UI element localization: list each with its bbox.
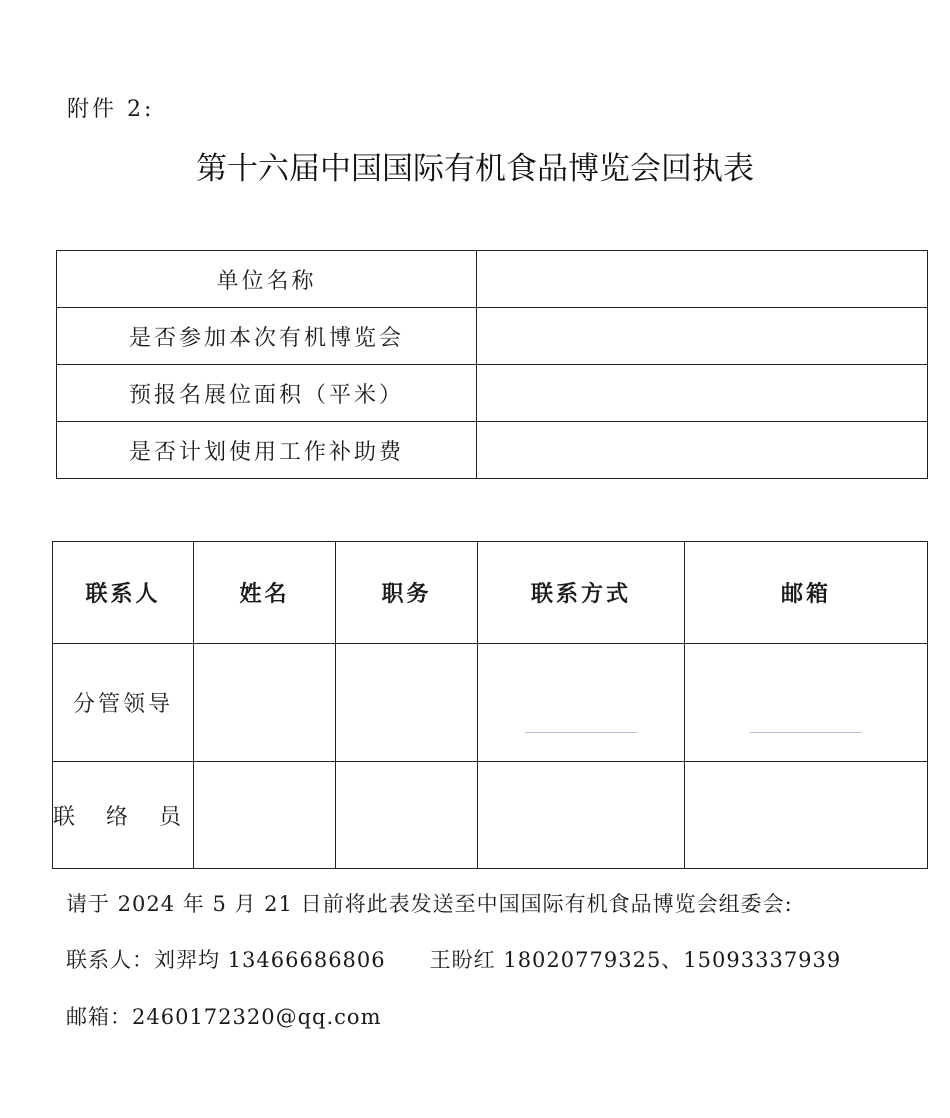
attachment-label: 附件 2: <box>67 97 155 122</box>
contact-secondary: 王盼红 18020779325、15093337939 <box>429 948 842 972</box>
subsidy-field[interactable] <box>477 422 928 479</box>
booth-area-field[interactable] <box>477 365 928 422</box>
table-row <box>57 251 928 308</box>
header-position: 职务 <box>336 542 478 644</box>
liaison-contact-field[interactable] <box>478 762 685 869</box>
header-contact-person: 联系人 <box>53 542 194 644</box>
supervisor-contact-field[interactable] <box>478 644 685 762</box>
contact-info-line <box>66 944 841 974</box>
table-row <box>53 644 928 762</box>
supervisor-name-field[interactable] <box>194 644 336 762</box>
participate-field[interactable] <box>477 308 928 365</box>
booth-area-label: 预报名展位面积（平米） <box>57 365 477 422</box>
supervisor-email-field[interactable] <box>685 644 928 762</box>
participate-label: 是否参加本次有机博览会 <box>57 308 477 365</box>
email-info-line: 邮箱：2460172320@qq.com <box>66 1005 382 1029</box>
role-supervisor-label: 分管领导 <box>53 644 194 762</box>
liaison-name-field[interactable] <box>194 762 336 869</box>
underline-mark <box>750 732 862 733</box>
table-row <box>57 365 928 422</box>
liaison-email-field[interactable] <box>685 762 928 869</box>
table-row <box>53 762 928 869</box>
table-header-row <box>53 542 928 644</box>
subsidy-label: 是否计划使用工作补助费 <box>57 422 477 479</box>
liaison-position-field[interactable] <box>336 762 478 869</box>
role-liaison-label: 联 络 员 <box>53 762 194 869</box>
header-name: 姓名 <box>194 542 336 644</box>
contact-table <box>52 541 928 869</box>
unit-name-field[interactable] <box>477 251 928 308</box>
form-title: 第十六届中国国际有机食品博览会回执表 <box>196 151 754 187</box>
organization-info-table <box>56 250 928 479</box>
header-email: 邮箱 <box>685 542 928 644</box>
submission-instruction: 请于 2024 年 5 月 21 日前将此表发送至中国国际有机食品博览会组委会: <box>66 892 793 916</box>
contact-primary: 联系人：刘羿均 13466686806 <box>66 948 386 972</box>
table-row <box>57 308 928 365</box>
table-row <box>57 422 928 479</box>
header-contact-method: 联系方式 <box>478 542 685 644</box>
unit-name-label: 单位名称 <box>57 251 477 308</box>
underline-mark <box>525 732 637 733</box>
supervisor-position-field[interactable] <box>336 644 478 762</box>
